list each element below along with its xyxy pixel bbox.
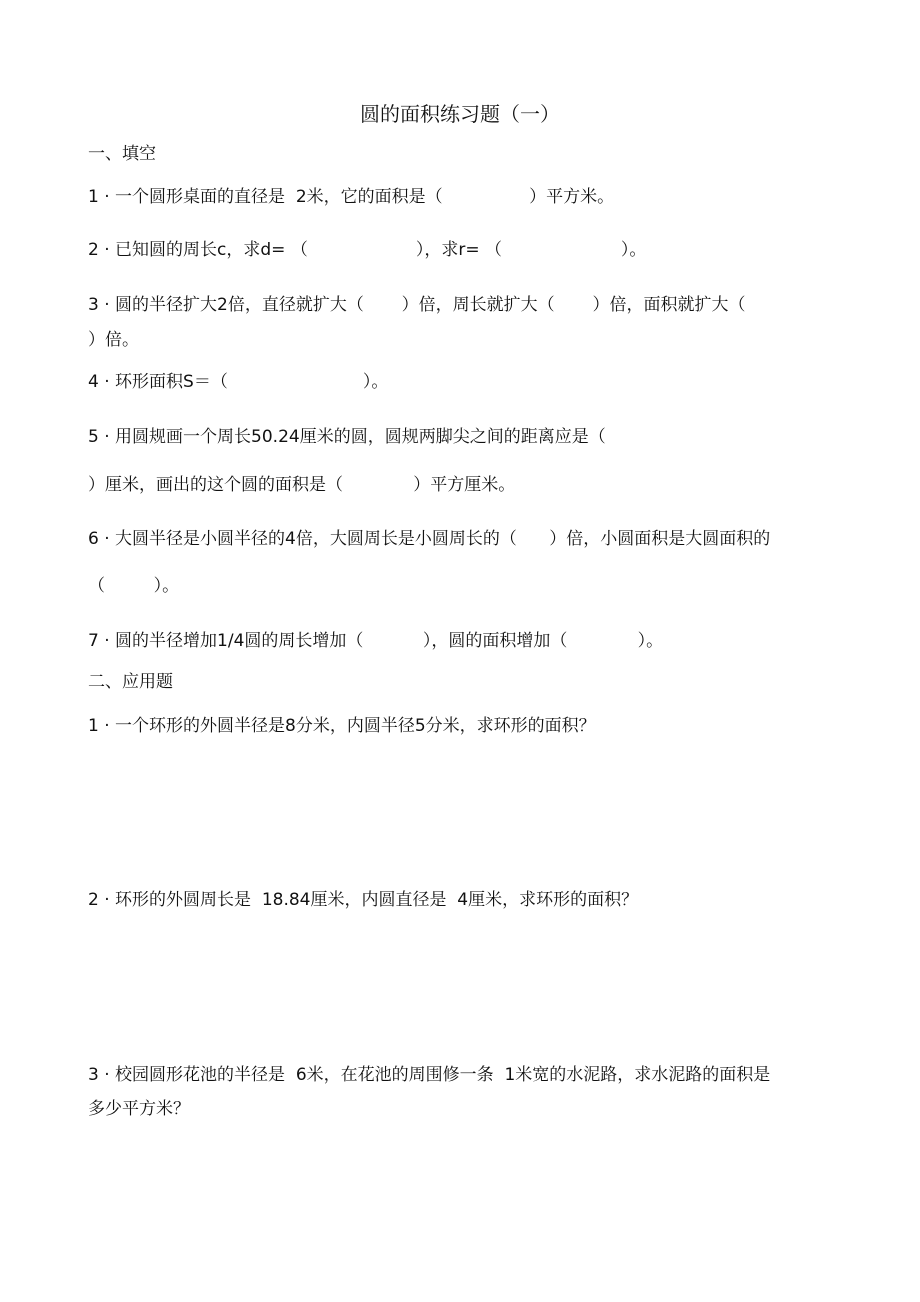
fill-question-1: 1 · 一个圆形桌面的直径是 2米，它的面积是（ ）平方米。 xyxy=(88,187,615,207)
section-heading-fill: 一、填空 xyxy=(88,144,156,164)
fill-question-5-line-1: 5 · 用圆规画一个周长50.24厘米的圆，圆规两脚尖之间的距离应是（ xyxy=(88,427,606,447)
fill-question-7: 7 · 圆的半径增加1/4圆的周长增加（ ），圆的面积增加（ ）。 xyxy=(88,631,664,651)
fill-question-3-line-1: 3 · 圆的半径扩大2倍，直径就扩大（ ）倍，周长就扩大（ ）倍，面积就扩大（ xyxy=(88,295,746,315)
page-title: 圆的面积练习题（一） xyxy=(360,102,560,126)
fill-question-2: 2 · 已知圆的周长c，求d= （ ），求r= （ ）。 xyxy=(88,240,647,260)
application-question-1: 1 · 一个环形的外圆半径是8分米，内圆半径5分米，求环形的面积？ xyxy=(88,716,596,736)
application-question-3-line-1: 3 · 校园圆形花池的半径是 6米，在花池的周围修一条 1米宽的水泥路，求水泥路的面积是 xyxy=(88,1065,771,1085)
fill-question-4: 4 · 环形面积S＝（ ）。 xyxy=(88,372,389,392)
fill-question-6-line-1: 6 · 大圆半径是小圆半径的4倍，大圆周长是小圆周长的（ ）倍，小圆面积是大圆面积的 xyxy=(88,529,771,549)
fill-question-3-line-2: ）倍。 xyxy=(88,330,139,350)
fill-question-6-line-2: （ ）。 xyxy=(88,576,180,596)
application-question-3-line-2: 多少平方米？ xyxy=(88,1099,190,1119)
section-heading-application: 二、应用题 xyxy=(88,672,173,692)
fill-question-5-line-2: ）厘米，画出的这个圆的面积是（ ）平方厘米。 xyxy=(88,475,516,495)
application-question-2: 2 · 环形的外圆周长是 18.84厘米，内圆直径是 4厘米，求环形的面积？ xyxy=(88,890,639,910)
